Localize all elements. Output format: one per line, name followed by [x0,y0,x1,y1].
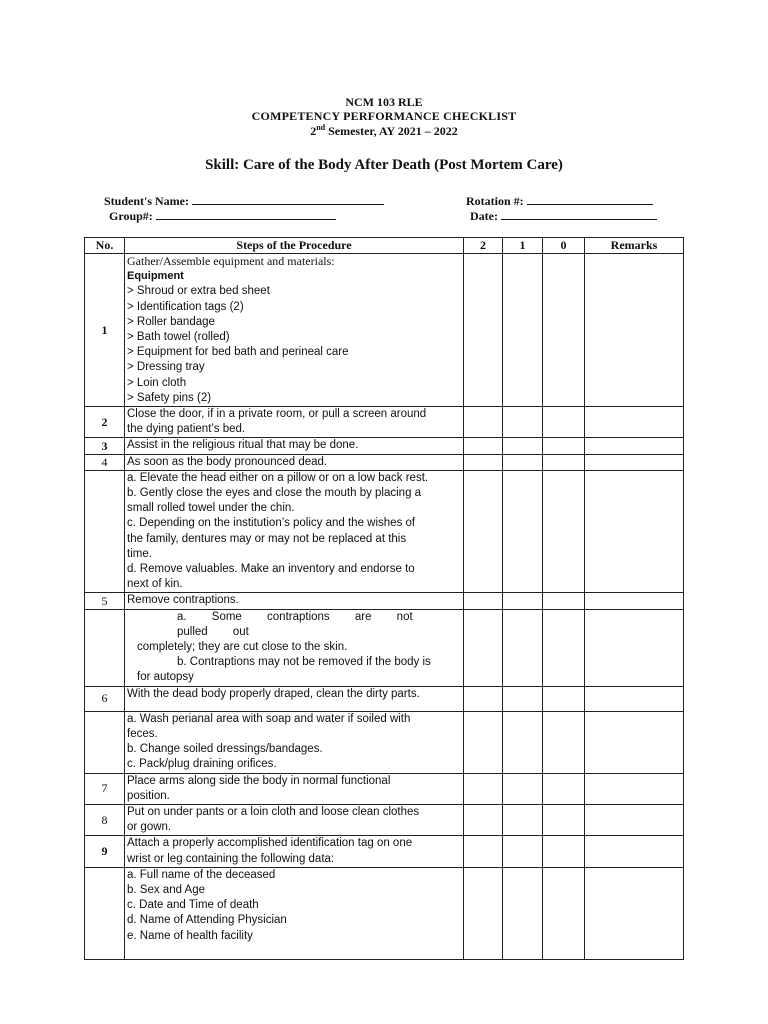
table-row [85,470,684,593]
step-line: a. Elevate the head either on a pillow or on a low back rest. [127,471,429,484]
step-line: or gown. [127,821,172,834]
remarks-cell[interactable] [585,254,684,407]
rotation-field[interactable] [466,193,653,209]
score-2-cell[interactable] [464,609,503,686]
score-2-cell[interactable] [464,711,503,773]
table-row [85,686,684,711]
step-line: > Equipment for bed bath and perineal care [127,346,349,359]
step-line: c. Pack/plug draining orifices. [127,758,277,771]
row-number: 3 [85,438,125,454]
group-line[interactable] [156,208,336,220]
table-row [85,773,684,804]
remarks-cell[interactable] [585,773,684,804]
row-number [85,470,125,593]
score-1-cell[interactable] [503,454,543,470]
score-0-cell[interactable] [543,407,585,438]
step-line: Place arms along side the body in normal functional [127,774,391,787]
score-1-cell[interactable] [503,254,543,407]
remarks-cell[interactable] [585,836,684,867]
table-row [85,438,684,454]
score-1-cell[interactable] [503,438,543,454]
step-line: d. Remove valuables. Make an inventory and endorse to [127,563,415,576]
student-name-field[interactable] [104,193,384,209]
score-2-cell[interactable] [464,438,503,454]
score-0-cell[interactable] [543,773,585,804]
remarks-cell[interactable] [585,593,684,609]
step-line: a. Some contraptions are not pulled out [177,610,413,638]
row-number: 8 [85,804,125,835]
step-text [125,593,464,609]
score-0-cell[interactable] [543,438,585,454]
step-line: Attach a properly accomplished identification tag on one [127,837,413,850]
step-line: Assist in the religious ritual that may be done. [127,439,359,452]
remarks-cell[interactable] [585,609,684,686]
row-number: 7 [85,773,125,804]
student-name-label: Student's Name: [104,194,190,208]
step-line: Close the door, if in a private room, or pull a screen around [127,408,427,421]
step-line: b. Sex and Age [127,883,206,896]
remarks-cell[interactable] [585,407,684,438]
step-line: Remove contraptions. [127,594,239,607]
step-text [125,836,464,867]
date-field[interactable] [470,208,657,224]
score-2-cell[interactable] [464,773,503,804]
remarks-cell[interactable] [585,470,684,593]
step-line: With the dead body properly draped, clean the dirty parts. [127,687,420,700]
document-title: COMPETENCY PERFORMANCE CHECKLIST [251,109,517,123]
row-number: 1 [85,254,125,407]
score-1-cell[interactable] [503,836,543,867]
step-line: b. Gently close the eyes and close the mouth by placing a [127,487,422,500]
table-row [85,454,684,470]
score-1-cell[interactable] [503,867,543,959]
remarks-cell[interactable] [585,867,684,959]
header-no: No. [85,238,125,254]
step-line: small rolled towel under the chin. [127,502,295,515]
step-line: > Roller bandage [127,315,215,328]
score-2-cell[interactable] [464,254,503,407]
checklist-table [84,237,684,960]
score-1-cell[interactable] [503,686,543,711]
header-remarks: Remarks [585,238,684,254]
score-2-cell[interactable] [464,593,503,609]
header-score-1: 1 [503,238,543,254]
row-number: 9 [85,836,125,867]
row-number: 5 [85,593,125,609]
remarks-cell[interactable] [585,438,684,454]
step-line: > Shroud or extra bed sheet [127,285,270,298]
step-line: next of kin. [127,578,183,591]
score-2-cell[interactable] [464,470,503,593]
step-line: d. Name of Attending Physician [127,914,287,927]
group-label: Group#: [109,209,153,223]
step-text [125,773,464,804]
score-0-cell[interactable] [543,867,585,959]
row-number: 6 [85,686,125,711]
step-text [125,867,464,959]
table-row [85,836,684,867]
step-text [125,609,464,686]
step-line: position. [127,789,170,802]
group-field[interactable] [109,208,336,224]
step-text [125,470,464,593]
step-line: b. Change soiled dressings/bandages. [127,743,323,756]
score-0-cell[interactable] [543,454,585,470]
step-line: wrist or leg containing the following data: [127,852,335,865]
semester-suffix: nd [316,123,326,132]
table-row [85,254,684,407]
step-line: > Safety pins (2) [127,391,212,404]
equipment-heading: Equipment [127,270,184,283]
semester-line [0,123,768,139]
student-name-line[interactable] [192,193,384,205]
step-text [125,804,464,835]
step-line: b. Contraptions may not be removed if the body is [177,656,431,669]
step-text [125,686,464,711]
score-1-cell[interactable] [503,773,543,804]
row-number [85,711,125,773]
table-row [85,593,684,609]
score-0-cell[interactable] [543,711,585,773]
row-number: 4 [85,454,125,470]
score-2-cell[interactable] [464,407,503,438]
semester-text: Semester, AY 2021 – 2022 [325,124,458,138]
remarks-cell[interactable] [585,454,684,470]
table-row [85,407,684,438]
score-2-cell[interactable] [464,836,503,867]
score-1-cell[interactable] [503,470,543,593]
score-2-cell[interactable] [464,867,503,959]
score-1-cell[interactable] [503,711,543,773]
step-text [125,711,464,773]
header-steps: Steps of the Procedure [125,238,464,254]
course-code: NCM 103 RLE [345,95,423,109]
step-line: time. [127,547,152,560]
score-0-cell[interactable] [543,470,585,593]
step-line: c. Depending on the institution’s policy and the wishes of [127,517,416,530]
step-text [125,438,464,454]
step-line: As soon as the body pronounced dead. [127,455,328,468]
table-header-row [85,238,684,254]
rotation-label: Rotation #: [466,194,524,208]
score-1-cell[interactable] [503,804,543,835]
score-0-cell[interactable] [543,804,585,835]
step-line: for autopsy [137,671,194,684]
remarks-cell[interactable] [585,711,684,773]
score-1-cell[interactable] [503,609,543,686]
step-line: e. Name of health facility [127,929,253,942]
score-1-cell[interactable] [503,593,543,609]
remarks-cell[interactable] [585,804,684,835]
step-line: c. Date and Time of death [127,899,259,912]
step-text [125,254,464,407]
step-line: > Loin cloth [127,376,187,389]
step-line: completely; they are cut close to the skin. [137,641,348,654]
row-number: 2 [85,407,125,438]
score-2-cell[interactable] [464,804,503,835]
table-row [85,711,684,773]
step-line: Gather/Assemble equipment and materials: [127,254,335,268]
step-line: > Identification tags (2) [127,300,244,313]
score-0-cell[interactable] [543,593,585,609]
step-text [125,407,464,438]
semester-number: 2 [310,124,317,138]
score-1-cell[interactable] [503,407,543,438]
step-line: feces. [127,727,158,740]
step-text [125,454,464,470]
score-0-cell[interactable] [543,254,585,407]
score-2-cell[interactable] [464,686,503,711]
table-row [85,609,684,686]
header-score-2: 2 [464,238,503,254]
step-line: a. Wash perianal area with soap and water if soiled with [127,712,411,725]
step-line: > Bath towel (rolled) [127,331,230,344]
step-line: Put on under pants or a loin cloth and loose clean clothes [127,805,420,818]
step-line: > Dressing tray [127,361,205,374]
date-line[interactable] [501,208,657,220]
score-2-cell[interactable] [464,454,503,470]
row-number [85,609,125,686]
table-row [85,804,684,835]
row-number [85,867,125,959]
score-0-cell[interactable] [543,609,585,686]
step-line: the family, dentures may or may not be replaced at this [127,532,407,545]
rotation-line[interactable] [527,193,653,205]
date-label: Date: [470,209,498,223]
score-0-cell[interactable] [543,686,585,711]
score-0-cell[interactable] [543,836,585,867]
skill-title: Skill: Care of the Body After Death (Post Mortem Care) [205,157,563,173]
step-line: the dying patient’s bed. [127,423,246,436]
header-score-0: 0 [543,238,585,254]
table-row [85,867,684,959]
step-line: a. Full name of the deceased [127,868,276,881]
remarks-cell[interactable] [585,686,684,711]
